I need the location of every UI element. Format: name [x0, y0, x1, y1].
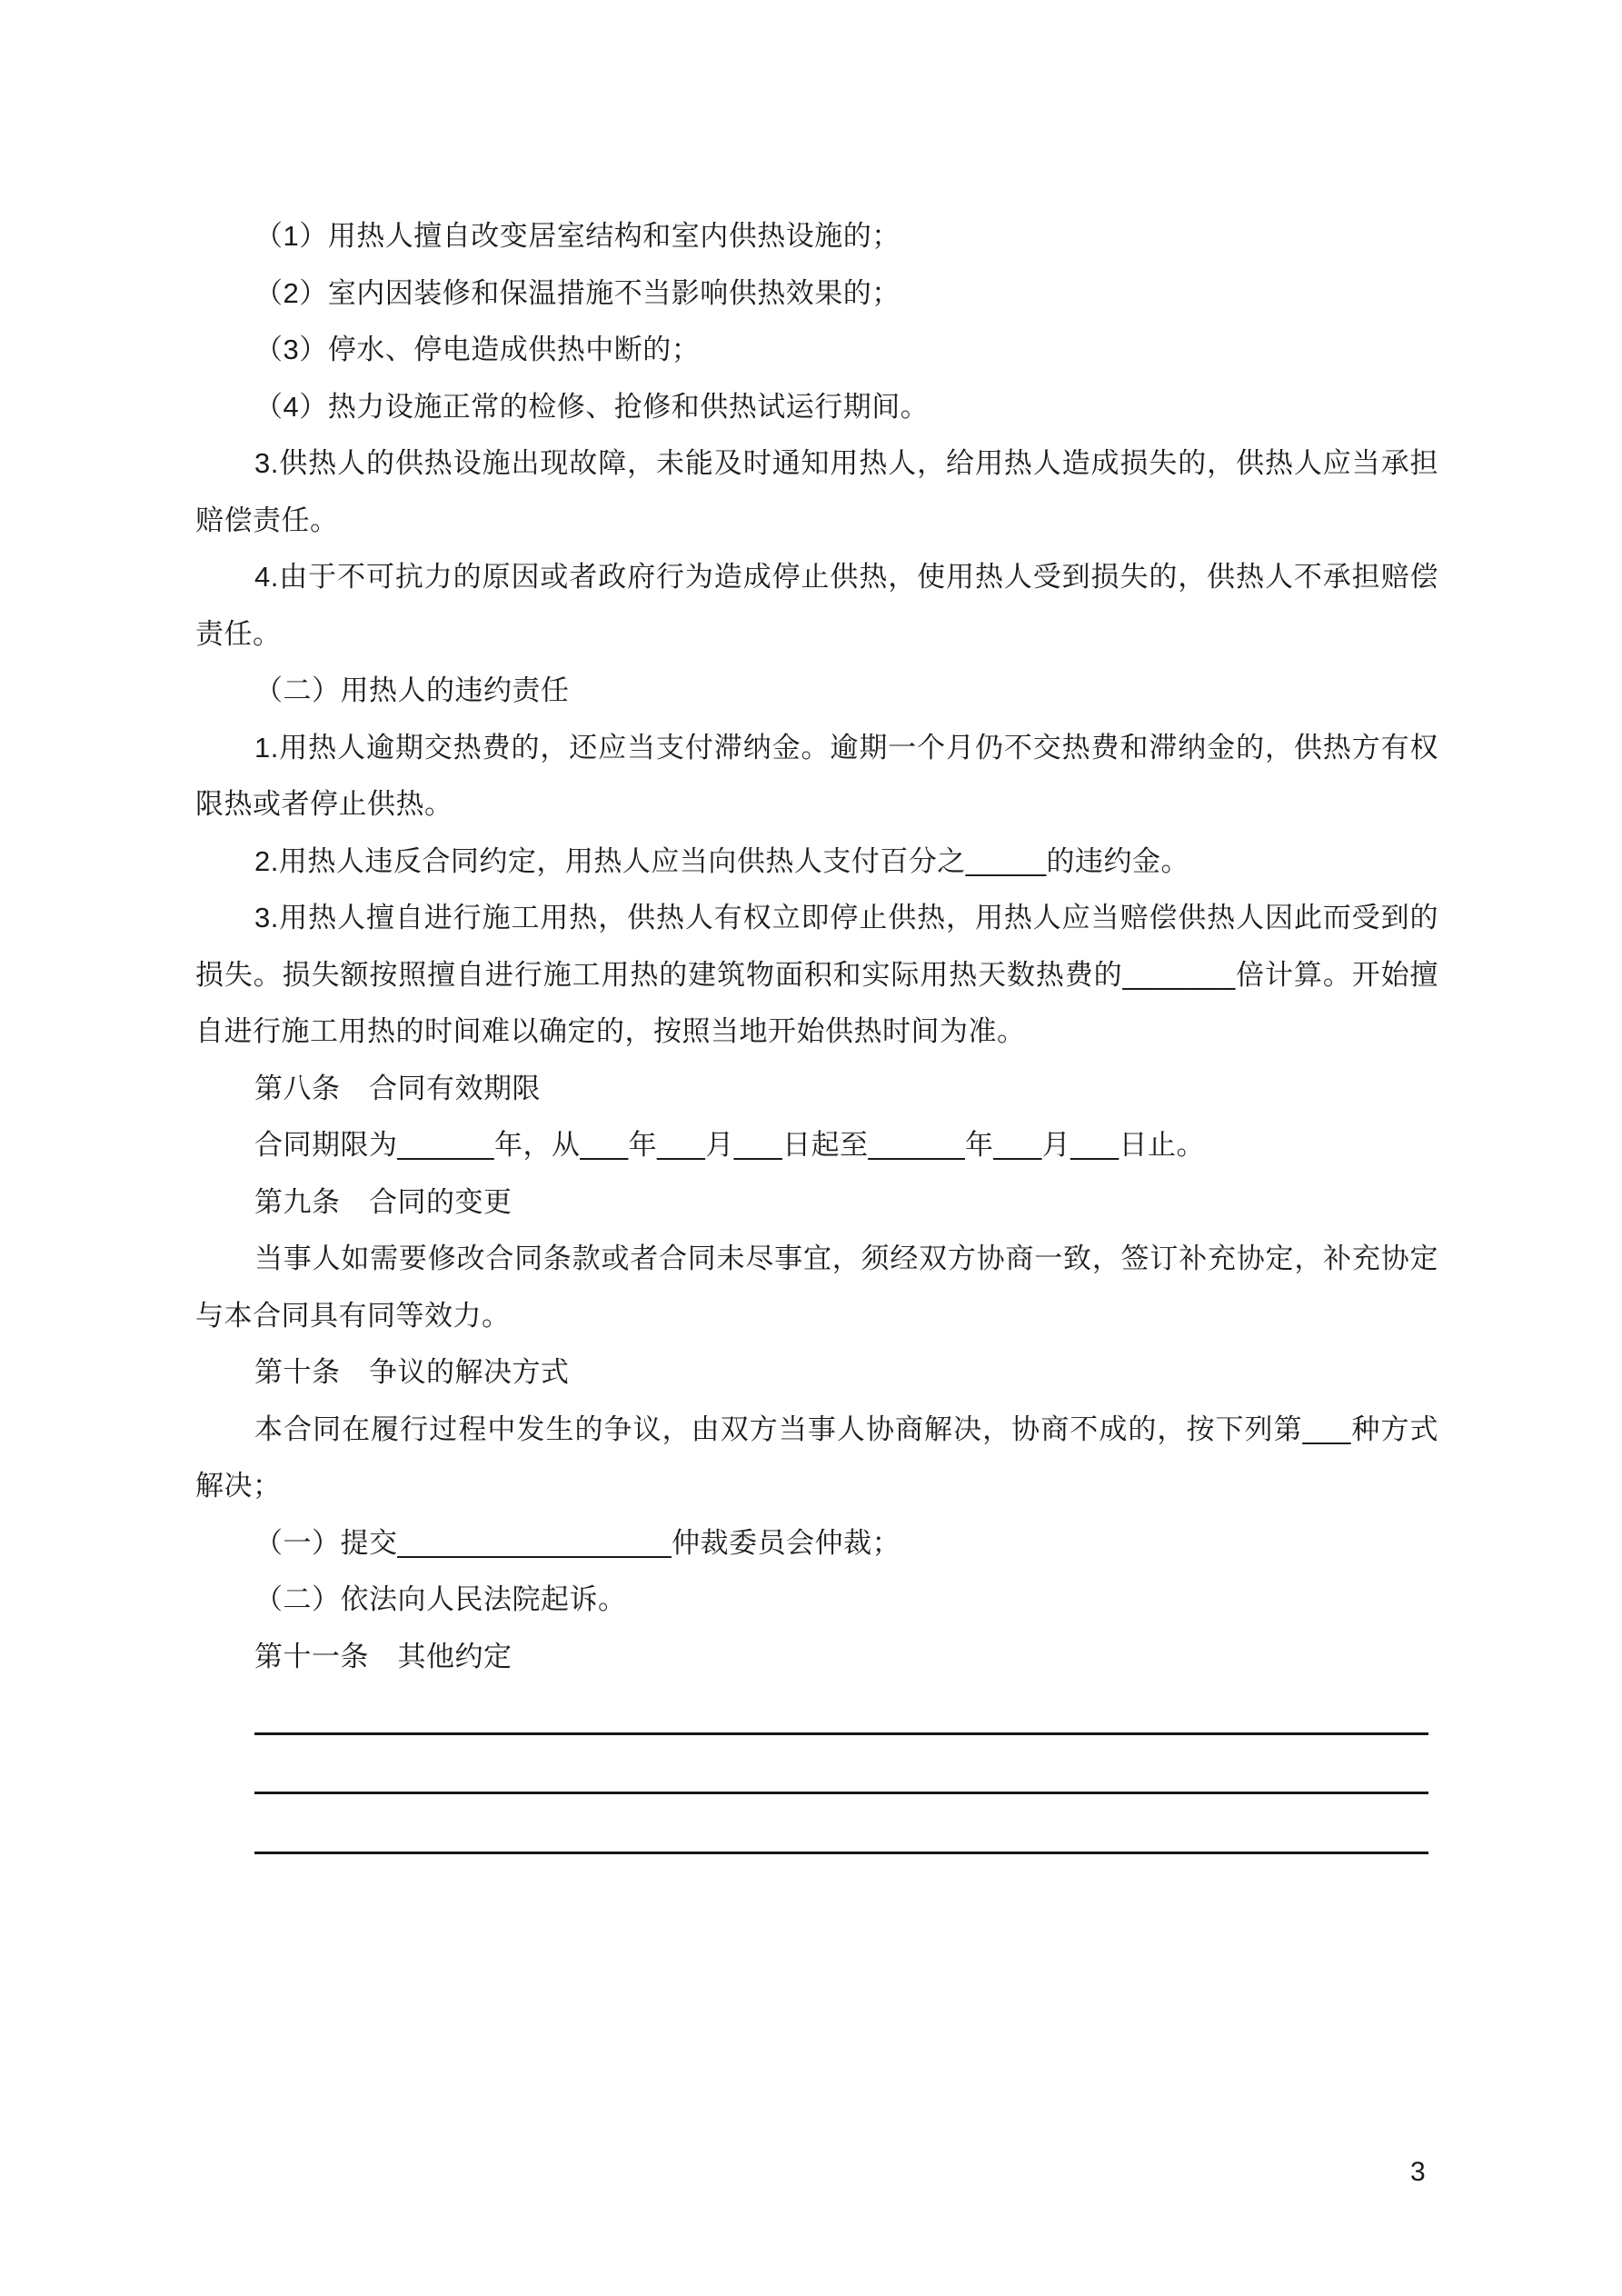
contract-clause: （2）室内因装修和保温措施不当影响供热效果的； — [254, 276, 901, 309]
blank-fill-in-line — [254, 1735, 1428, 1795]
contract-clause: （3）停水、停电造成供热中断的； — [254, 334, 701, 365]
contract-clause: 合同期限为______年，从___年___月___日起至______年___月___日止。 — [254, 1129, 1205, 1161]
contract-clause: 1.用热人逾期交热费的，还应当支付滞纳金。逾期一个月仍不交热费和滞纳金的，供热方有权限热或者停止供热。 — [195, 731, 1438, 820]
contract-body — [195, 208, 1438, 1854]
contract-clause: （1）用热人擅自改变居室结构和室内供热设施的； — [254, 220, 901, 252]
contract-article-heading: 第十一条 其他约定 — [254, 1640, 512, 1672]
contract-subsection-heading: （二）用热人的违约责任 — [254, 674, 570, 706]
contract-clause: 2.用热人违反合同约定，用热人应当向供热人支付百分之_____的违约金。 — [254, 844, 1190, 877]
contract-article-heading: 第八条 合同有效期限 — [254, 1072, 541, 1104]
contract-clause: （一）提交_________________仲裁委员会仲裁； — [254, 1526, 901, 1559]
contract-article-heading: 第十条 争议的解决方式 — [254, 1356, 570, 1388]
other-agreements-blank-area — [254, 1675, 1428, 1854]
contract-clause: 3.供热人的供热设施出现故障，未能及时通知用热人，给用热人造成损失的，供热人应当承担赔偿责任。 — [195, 447, 1438, 536]
page-number: 3 — [1410, 2157, 1426, 2187]
contract-clause: 当事人如需要修改合同条款或者合同未尽事宜，须经双方协商一致，签订补充协定，补充协定与本合同具有同等效力。 — [195, 1243, 1438, 1332]
contract-clause: 本合同在履行过程中发生的争议，由双方当事人协商解决，协商不成的，按下列第___种方式解决； — [195, 1413, 1438, 1502]
contract-clause: 4.由于不可抗力的原因或者政府行为造成停止供热，使用热人受到损失的，供热人不承担赔偿责任。 — [195, 561, 1438, 650]
blank-fill-in-line — [254, 1794, 1428, 1854]
contract-clause: （二）依法向人民法院起诉。 — [254, 1583, 627, 1615]
contract-clause: （4）热力设施正常的检修、抢修和供热试运行期间。 — [254, 390, 930, 423]
contract-clause: 3.用热人擅自进行施工用热，供热人有权立即停止供热，用热人应当赔偿供热人因此而受到的损失。损失额按照擅自进行施工用热的建筑物面积和实际用热天数热费的_______倍计算。开始擅自进行施工用热的时间难以确定的，按照当地开始供热时间为准。 — [195, 902, 1438, 1047]
contract-article-heading: 第九条 合同的变更 — [254, 1185, 512, 1218]
